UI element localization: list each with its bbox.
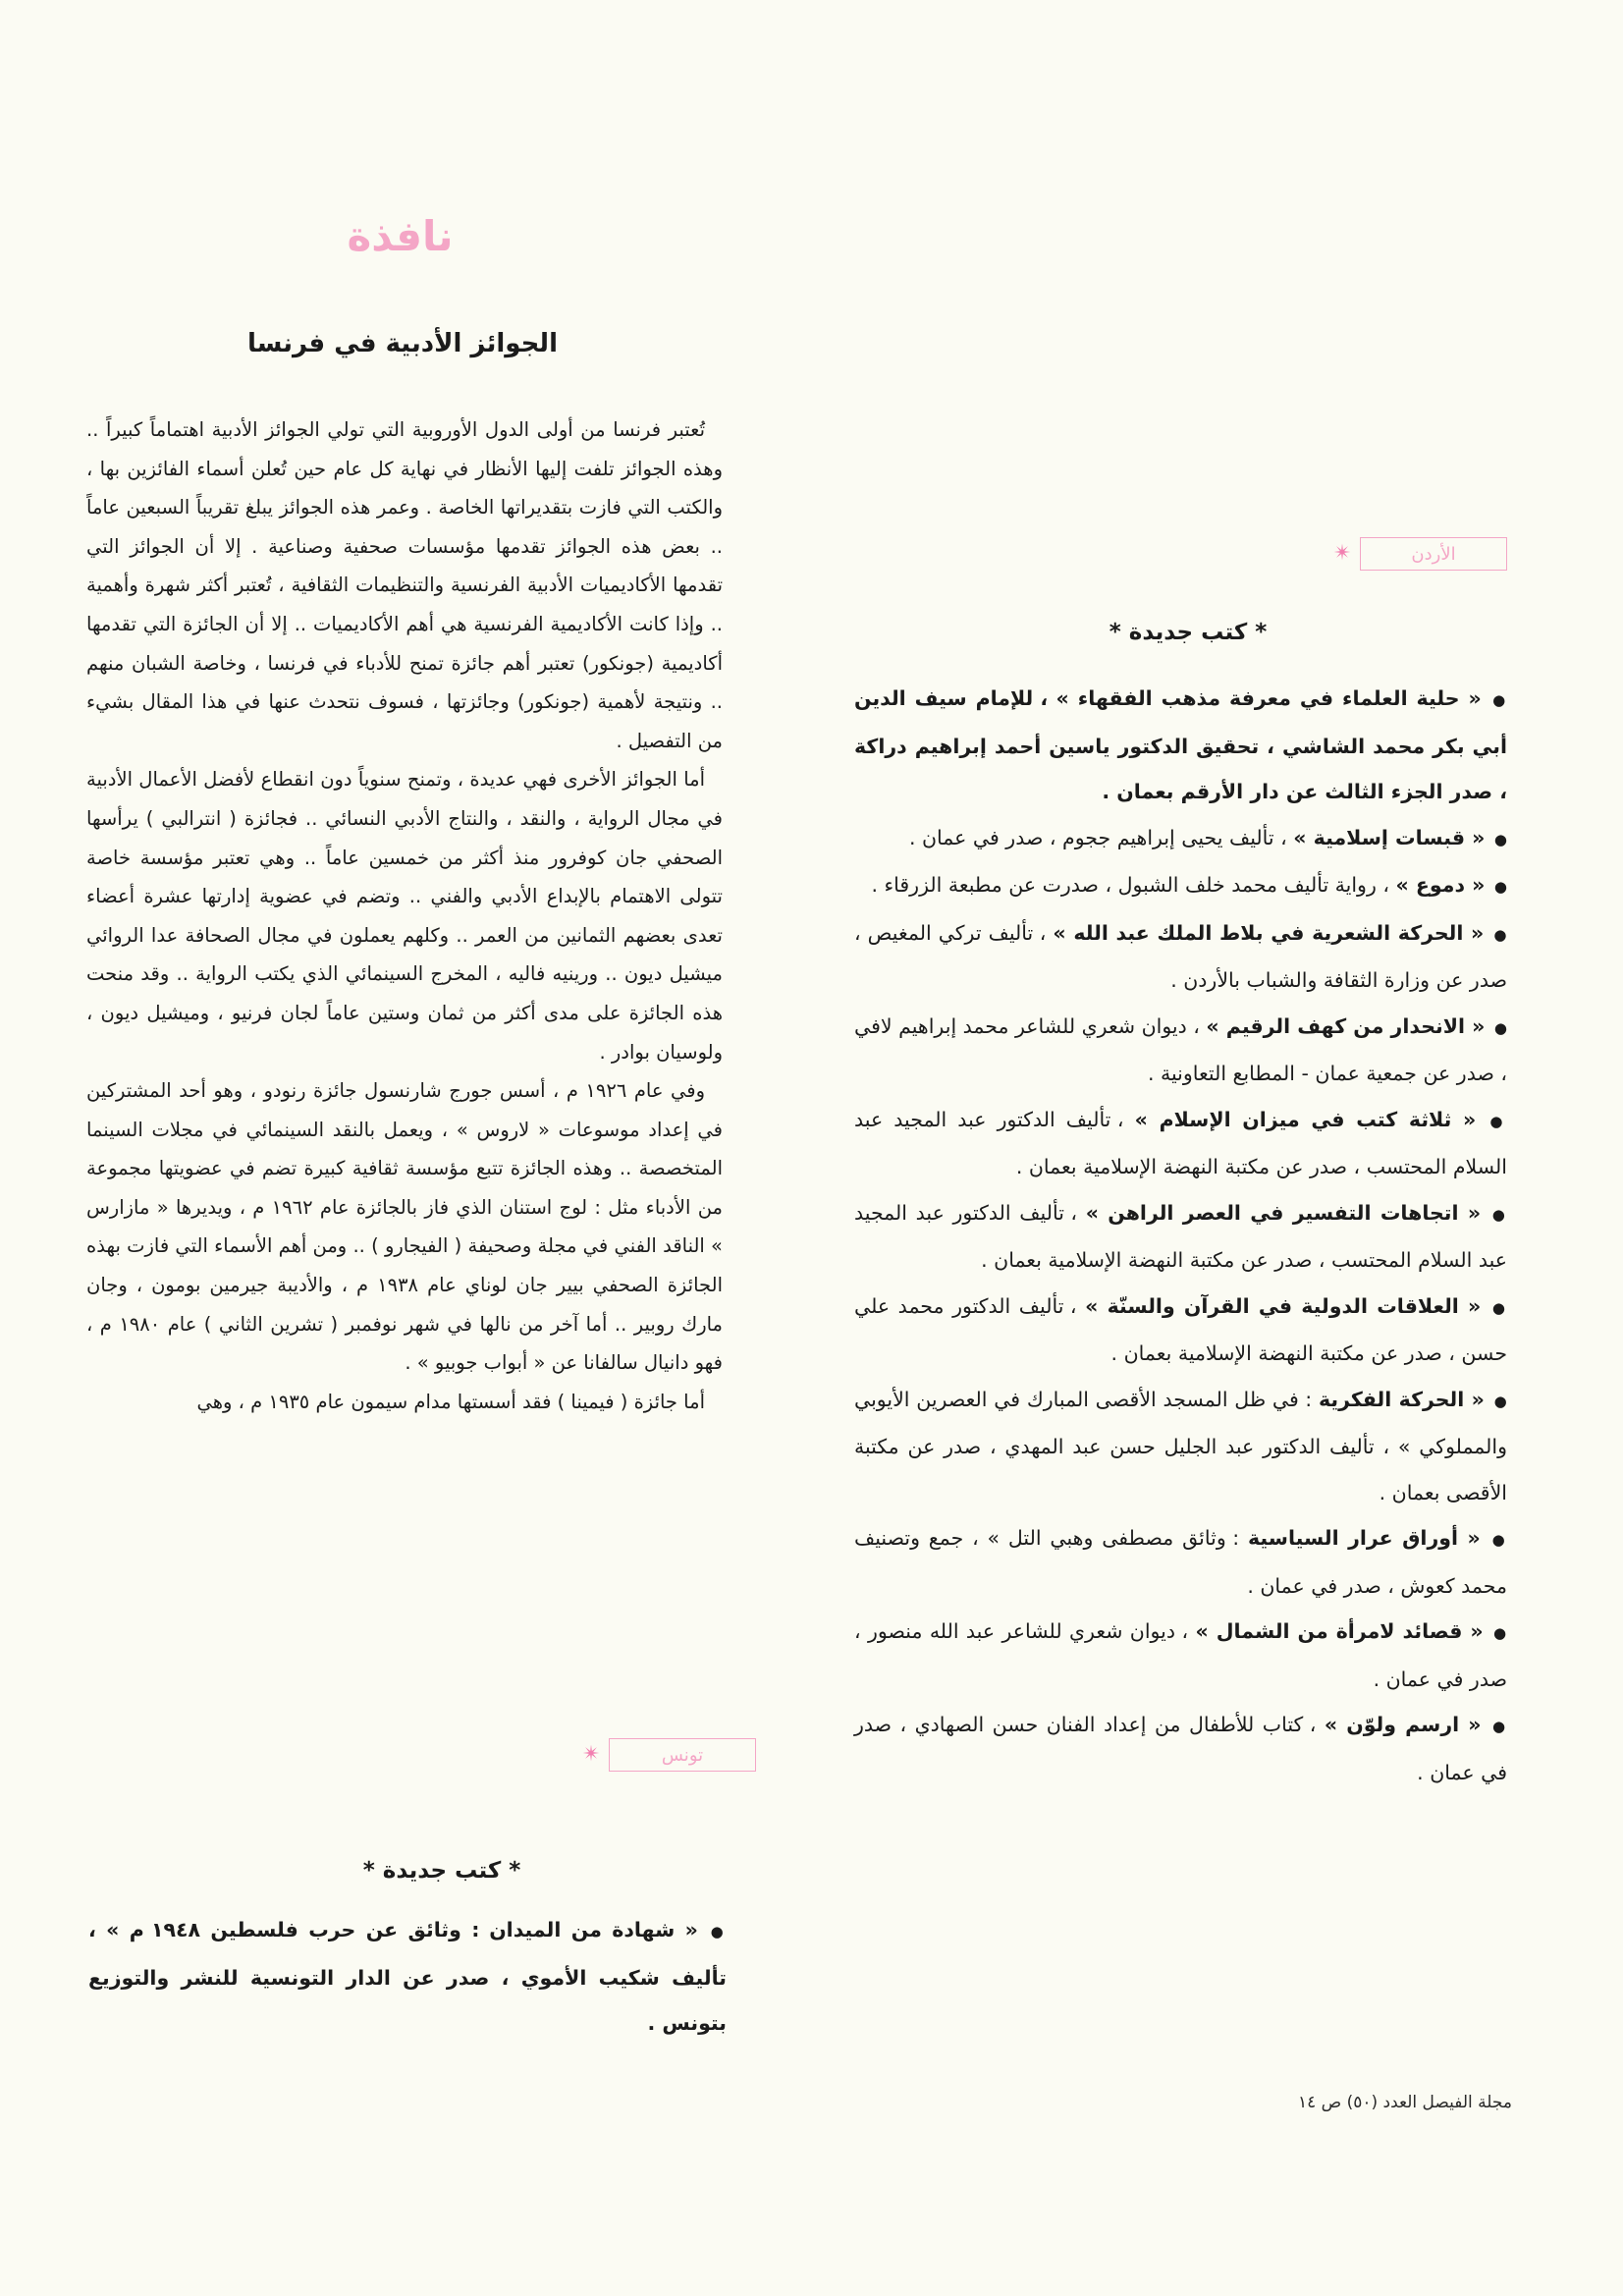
book-entry: ● « دموع » ، رواية تأليف محمد خلف الشبول ، صدرت عن مطبعة الزرقاء . — [871, 873, 1507, 897]
jordan-books-heading: * كتب جديدة * — [1109, 620, 1268, 645]
bullet-icon: ● — [1491, 1531, 1507, 1549]
page-footer: مجلة الفيصل العدد (٥٠) ص ١٤ — [1297, 2093, 1512, 2112]
masthead-title: نافذة — [347, 212, 454, 260]
bullet-icon: ● — [710, 1923, 727, 1941]
bullet-icon: ● — [1493, 1392, 1507, 1410]
article-paragraph: تُعتبر فرنسا من أولى الدول الأوروبية التي تولي الجوائز الأدبية اهتماماً كبيراً .. وهذه الجوائز تلفت إليها الأنظار في نهاية كل عام حين تُعلن أسماء الفائزين بها ، والكتب التي فازت بتقديراتها الخاصة . وعمر هذه الجوائز يبلغ تقريباً السبعين عاماً .. بعض هذه الجوائز تقدمها مؤسسات صحفية وصناعية . إلا أن الجوائز التي تقدمها الأكاديميات الأدبية الفرنسية والتنظيمات الثقافية ، تُعتبر أكثر شهرة وأهمية .. وإذا كانت الأكاديمية الفرنسية هي أهم الأكاديميات .. إلا أن الجائزة التي تقدمها أكاديمية (جونكور) تعتبر أهم جائزة تمنح للأدباء في فرنسا ، وخاصة الشبان منهم .. ونتيجة لأهمية (جونكور) وجائزتها ، فسوف نتحدث عنها في هذا المقال بشيء من التفصيل . — [86, 418, 723, 752]
bullet-icon: ● — [1489, 1112, 1507, 1130]
bullet-icon: ● — [1491, 1298, 1507, 1317]
book-entry: ● « أوراق عرار السياسية : وثائق مصطفى وهبي التل » ، جمع وتصنيف محمد كعوش ، صدر في عمان . — [854, 1526, 1507, 1598]
bullet-icon: ● — [1493, 830, 1507, 848]
book-entry: ● « اتجاهات التفسير في العصر الراهن » ، تأليف الدكتور عبد المجيد عبد السلام المحتسب ، صدر عن مكتبة النهضة الإسلامية بعمان . — [854, 1200, 1507, 1272]
book-entry: ● « الحركة الشعرية في بلاط الملك عبد الله » ، تأليف تركي المغيص ، صدر عن وزارة الثقافة والشباب بالأردن . — [854, 920, 1507, 992]
section-tag-tunisia: تونس — [609, 1738, 756, 1772]
book-entry: ● « الحركة الفكرية : في ظل المسجد الأقصى المبارك في العصرين الأيوبي والمملوكي » ، تأليف الدكتور عبد الجليل حسن عبد المهدي ، صدر عن مكتبة الأقصى بعمان . — [854, 1387, 1507, 1504]
star-icon: ✴ — [582, 1742, 601, 1767]
book-entry: ● « ارسم ولوّن » ، كتاب للأطفال من إعداد الفنان حسن الصهادي ، صدر في عمان . — [854, 1713, 1507, 1784]
bullet-icon: ● — [1491, 1205, 1507, 1224]
article-title: الجوائز الأدبية في فرنسا — [247, 329, 558, 358]
bullet-icon: ● — [1491, 1718, 1507, 1735]
article-paragraph: أما جائزة ( فيمينا ) فقد أسستها مدام سيمون عام ١٩٣٥ م ، وهي — [196, 1390, 705, 1413]
article-paragraph: أما الجوائز الأخرى فهي عديدة ، وتمنح سنوياً دون انقطاع لأفضل الأعمال الأدبية في مجال الرواية ، والنقد ، والنتاج الأدبي النسائي .. فجائزة ( انترالبي ) يرأسها الصحفي جان كوفرور منذ أكثر من خمسين عاماً .. وهي تعتبر مؤسسة خاصة تتولى الاهتمام بالإبداع الأدبي والفني .. وتضم في عضوية إدارتها عشرة أعضاء تعدى بعضهم الثمانين من العمر .. وكلهم يعملون في مجال الصحافة عدا الروائي ميشيل ديون .. ورينيه فاليه ، المخرج السينمائي الذي يكتب الرواية .. وقد منحت هذه الجائزة على مدى أكثر من ثمان وستين عاماً لجان فرنيو ، وميشيل ديون ، ولوسيان بوادر . — [86, 768, 723, 1064]
bullet-icon: ● — [1493, 925, 1507, 944]
book-entry: ● « العلاقات الدولية في القرآن والسنّة » ، تأليف الدكتور محمد علي حسن ، صدر عن مكتبة النهضة الإسلامية بعمان . — [854, 1293, 1507, 1365]
book-entry: ● « شهادة من الميدان : وثائق عن حرب فلسطين ١٩٤٨ م » ، تأليف شكيب الأموي ، صدر عن الدار التونسية للنشر والتوزيع بتونس . — [88, 1918, 727, 2035]
book-entry: ● « الانحدار من كهف الرقيم » ، ديوان شعري للشاعر محمد إبراهيم لافي ، صدر عن جمعية عمان - المطابع التعاونية . — [854, 1013, 1507, 1085]
book-entry: ● « قبسات إسلامية » ، تأليف يحيى إبراهيم ججوم ، صدر في عمان . — [908, 825, 1507, 849]
article-body — [86, 410, 723, 1421]
book-entry: ● « ثلاثة كتب في ميزان الإسلام » ، تأليف الدكتور عبد المجيد عبد السلام المحتسب ، صدر عن مكتبة النهضة الإسلامية بعمان . — [854, 1107, 1507, 1178]
tunisia-books-list — [88, 1907, 727, 2047]
section-tag-jordan: الأردن — [1360, 537, 1507, 571]
jordan-books-list — [854, 676, 1507, 1795]
article-paragraph: وفي عام ١٩٢٦ م ، أسس جورج شارنسول جائزة رنودو ، وهو أحد المشتركين في إعداد موسوعات « لاروس » ، ويعمل بالنقد السينمائي في مجلات السينما المتخصصة .. وهذه الجائزة تتبع مؤسسة ثقافية كبيرة تضم في عضويتها مجموعة من الأدباء مثل : لوج استنان الذي فاز بالجائزة عام ١٩٦٢ م ، ويديرها « مازارس » الناقد الفني في مجلة وصحيفة ( الفيجارو ) .. ومن أهم الأسماء التي فازت بهذه الجائزة الصحفي بيير جان لوناي عام ١٩٣٨ م ، والأديبة جيرمين بومون ، وجان مارك روبير .. أما آخر من نالها في شهر نوفمبر ( تشرين الثاني ) عام ١٩٨٠ م ، فهو دانيال سالفانا عن « أبواب جوبيو » . — [86, 1079, 724, 1375]
book-entry: ● « قصائد لامرأة من الشمال » ، ديوان شعري للشاعر عبد الله منصور ، صدر في عمان . — [854, 1619, 1507, 1691]
star-icon: ✴ — [1333, 541, 1352, 566]
bullet-icon: ● — [1493, 1018, 1507, 1037]
bullet-icon: ● — [1492, 691, 1507, 709]
bullet-icon: ● — [1493, 1624, 1507, 1642]
book-entry: ● « حلية العلماء في معرفة مذهب الفقهاء » ، للإمام سيف الدين أبي بكر محمد الشاشي ، تحقيق الدكتور ياسين أحمد إبراهيم دراكة ، صدر الجزء الثالث عن دار الأرقم بعمان . — [854, 686, 1507, 803]
tunisia-books-heading: * كتب جديدة * — [362, 1858, 521, 1884]
bullet-icon: ● — [1493, 878, 1507, 896]
